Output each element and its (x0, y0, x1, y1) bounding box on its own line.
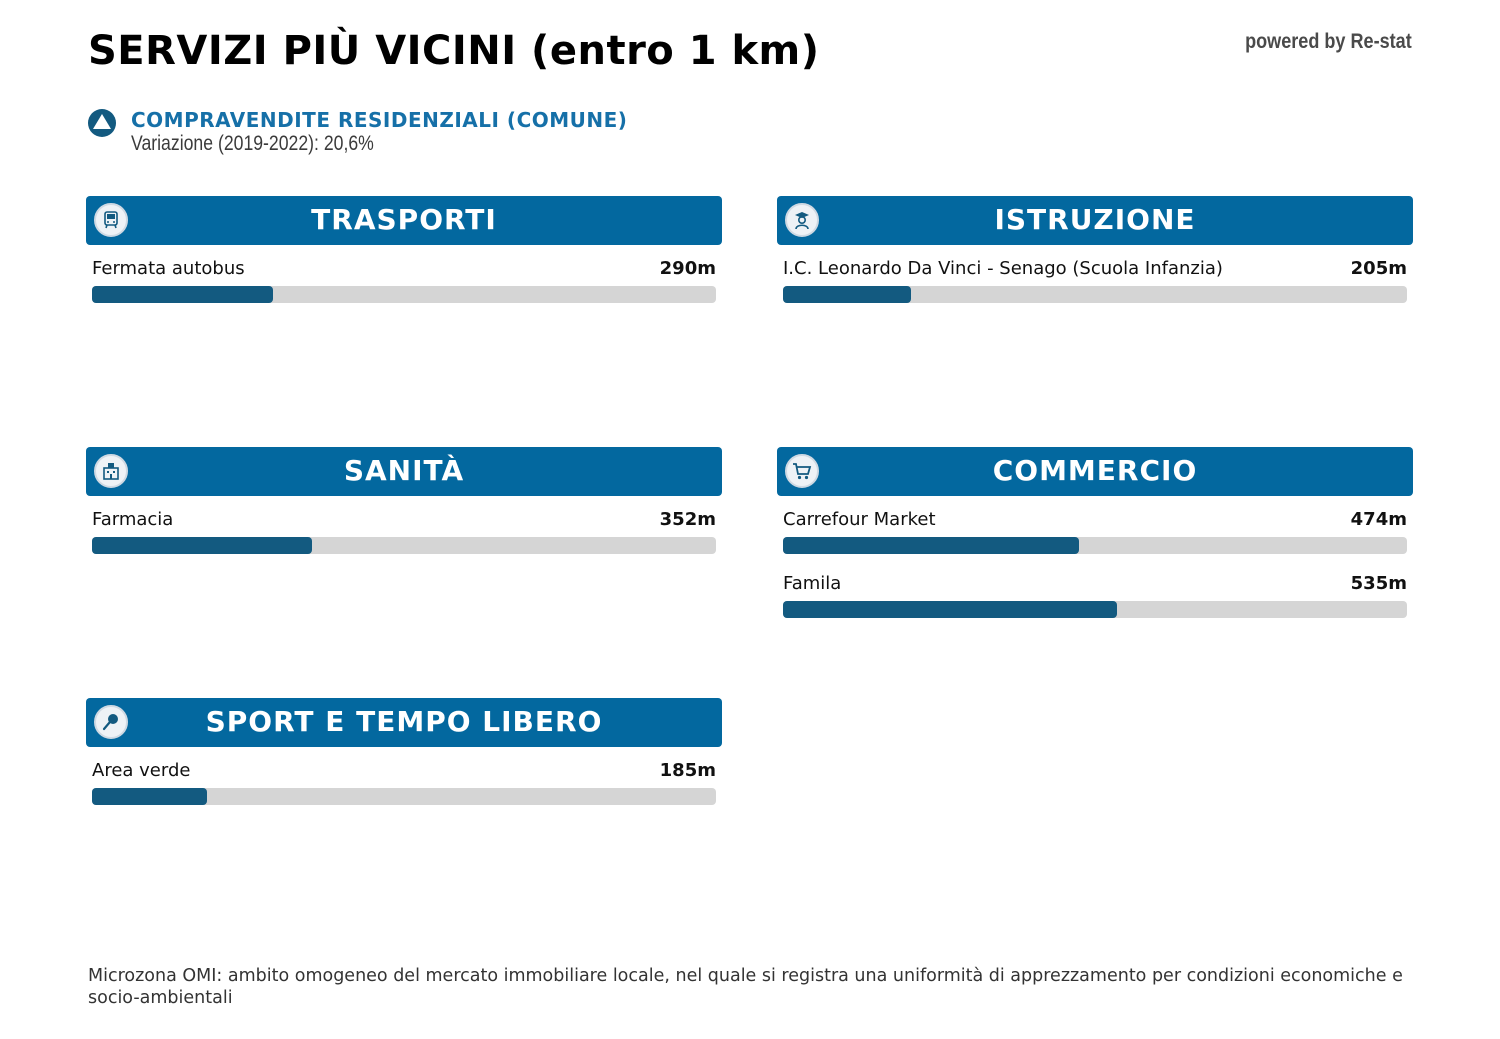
up-triangle-icon (87, 108, 117, 138)
distance-bar (92, 286, 716, 303)
trend-subtitle: Variazione (2019-2022): 20,6% (131, 132, 374, 155)
card-header (777, 447, 1413, 496)
card-title: SANITÀ (343, 454, 465, 487)
card-commercio (777, 447, 1413, 624)
card-title: ISTRUZIONE (994, 203, 1196, 236)
distance-bar-fill (783, 537, 1079, 554)
list-item (92, 245, 716, 309)
footnote: Microzona OMI: ambito omogeneo del mercato immobiliare locale, nel quale si registra una uniformità di apprezzamento per condizioni economiche e socio-ambientali (88, 966, 1403, 1008)
powered-by-logo: powered by Re-stat (1245, 30, 1412, 53)
service-distance: 474m (1350, 509, 1407, 530)
distance-bar-fill (783, 601, 1117, 618)
distance-bar (783, 601, 1407, 618)
list-item (92, 496, 716, 560)
distance-bar-fill (92, 286, 273, 303)
list-item (783, 245, 1407, 309)
service-name: Farmacia (92, 509, 174, 530)
card-header (777, 196, 1413, 245)
service-distance: 535m (1350, 573, 1407, 594)
card-title: TRASPORTI (311, 203, 497, 236)
service-distance: 205m (1350, 258, 1407, 279)
page-title: SERVIZI PIÙ VICINI (entro 1 km) (88, 28, 820, 74)
distance-bar (783, 286, 1407, 303)
distance-bar (92, 788, 716, 805)
card-trasporti (86, 196, 722, 309)
distance-bar (92, 537, 716, 554)
service-distance: 185m (659, 760, 716, 781)
service-name: Area verde (92, 760, 191, 781)
service-name: Fermata autobus (92, 258, 245, 279)
card-sport (86, 698, 722, 811)
service-name: Famila (783, 573, 842, 594)
service-name: Carrefour Market (783, 509, 936, 530)
card-sanita (86, 447, 722, 560)
distance-bar-fill (783, 286, 911, 303)
distance-bar-fill (92, 788, 207, 805)
list-item (783, 560, 1407, 624)
card-header (86, 196, 722, 245)
card-header (86, 447, 722, 496)
card-title: SPORT E TEMPO LIBERO (205, 705, 603, 738)
service-name: I.C. Leonardo Da Vinci - Senago (Scuola Infanzia) (783, 258, 1223, 279)
list-item (783, 496, 1407, 560)
card-istruzione (777, 196, 1413, 309)
card-header (86, 698, 722, 747)
list-item (92, 747, 716, 811)
service-distance: 352m (659, 509, 716, 530)
distance-bar (783, 537, 1407, 554)
service-distance: 290m (659, 258, 716, 279)
distance-bar-fill (92, 537, 312, 554)
trend-heading: COMPRAVENDITE RESIDENZIALI (COMUNE) (131, 108, 628, 132)
card-title: COMMERCIO (992, 454, 1198, 487)
